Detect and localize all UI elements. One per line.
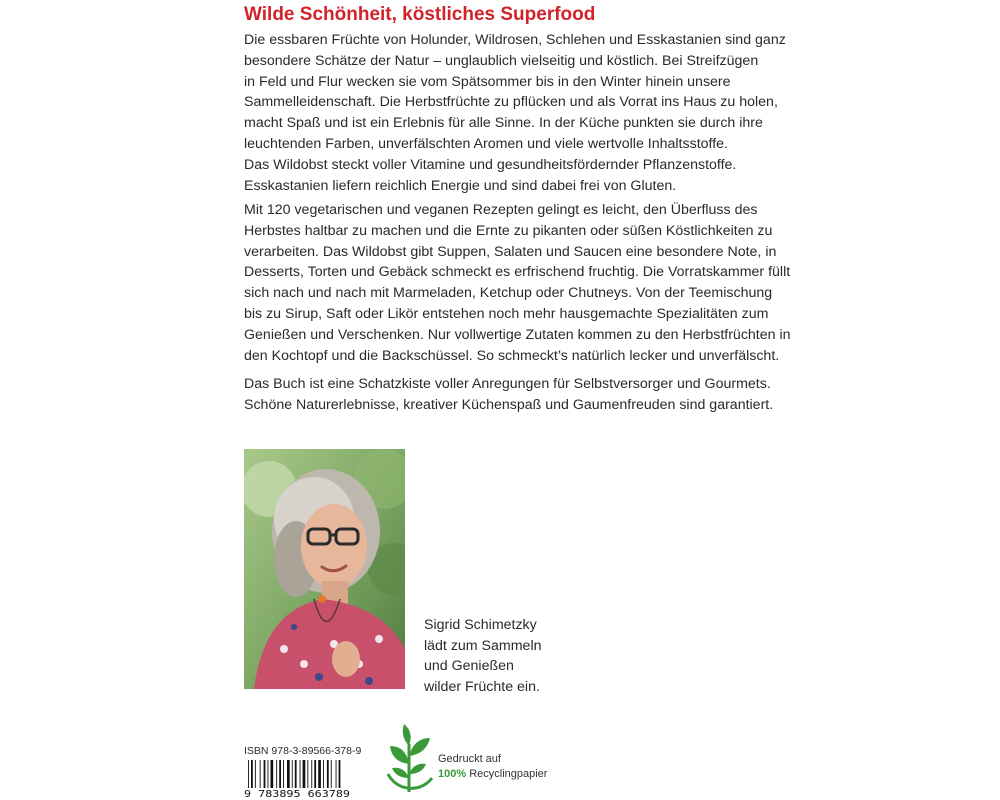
barcode-bar: [327, 760, 329, 788]
text-line: Das Buch ist eine Schatzkiste voller Anregungen für Selbstversorger und Gourmets.: [244, 376, 771, 392]
barcode-bar: [255, 760, 256, 788]
author-photo: [244, 449, 405, 689]
barcode-bar: [314, 760, 316, 788]
barcode-bar: [311, 760, 312, 788]
text-line: Esskastanien liefern reichlich Energie und sind dabei frei von Gluten.: [244, 177, 677, 194]
recipes-paragraph: [244, 200, 791, 366]
barcode-bar: [271, 760, 274, 788]
barcode-bar: [303, 760, 306, 788]
barcode-bar: [336, 760, 337, 788]
barcode-bar: [276, 760, 277, 788]
caption-line: lädt zum Sammeln: [424, 637, 542, 654]
text-line: bis zu Sirup, Saft oder Likör entstehen noch mehr hausgemachte Spezialitäten zum: [244, 305, 769, 322]
summary-paragraph: [244, 374, 774, 416]
barcode-bar: [251, 760, 253, 788]
author-portrait-icon: [244, 449, 405, 689]
barcode-bar: [295, 760, 297, 788]
page-title: Wilde Schönheit, köstliches Superfood: [244, 4, 596, 25]
barcode-bar: [283, 760, 284, 788]
plant-recycling-icon: [378, 716, 440, 800]
text-line: Sammelleidenschaft. Die Herbstfrüchte zu pflücken und als Vorrat ins Haus zu holen,: [244, 94, 778, 111]
text-line: den Kochtopf und die Backschüssel. So schmeckt’s natürlich lecker und unverfälscht.: [244, 347, 780, 364]
barcode-bar: [307, 760, 308, 788]
barcode-bar: [323, 760, 324, 788]
intro-paragraph: [244, 30, 786, 196]
caption-line: wilder Früchte ein.: [424, 678, 540, 695]
barcode-bar: [287, 760, 290, 788]
text-line: besondere Schätze der Natur – unglaublich vielseitig und köstlich. Bei Streifzügen: [244, 52, 759, 69]
text-line: macht Spaß und ist ein Erlebnis für alle Sinne. In der Küche punkten sie durch ihre: [244, 115, 763, 132]
barcode-bar: [292, 760, 293, 788]
caption-line: Sigrid Schimetzky: [424, 617, 537, 633]
barcode-bar: [248, 760, 249, 788]
author-caption: [424, 615, 541, 697]
eco-line-2: [438, 767, 547, 782]
text-line: verarbeiten. Das Wildobst gibt Suppen, Salaten und Saucen eine besondere Note, in: [244, 243, 777, 260]
text-line: leuchtenden Farben, unverfälschten Aromen und viele wertvolle Inhaltsstoffe.: [244, 135, 728, 152]
barcode-bar: [260, 760, 261, 788]
barcode-bar: [264, 760, 266, 788]
text-line: Genießen und Verschenken. Nur vollwertige Zutaten kommen zu den Herbstfrüchten in: [244, 326, 791, 343]
text-line: Das Wildobst steckt voller Vitamine und gesundheitsfördernder Pflanzenstoffe.: [244, 156, 737, 173]
barcode-icon: [244, 760, 350, 798]
eco-percentage: 100%: [438, 768, 467, 780]
text-line: Die essbaren Früchte von Holunder, Wildrosen, Schlehen und Esskastanien sind ganz: [244, 32, 786, 48]
text-line: Herbstes haltbar zu machen und die Ernte zu pikanten oder süßen Köstlichkeiten zu: [244, 222, 773, 239]
barcode-bar: [331, 760, 332, 788]
caption-line: und Genießen: [424, 658, 514, 674]
barcode-bar: [268, 760, 269, 788]
barcode-bar: [339, 760, 341, 788]
barcode-bar: [279, 760, 281, 788]
text-line: sich nach und nach mit Marmeladen, Ketchup oder Chutneys. Von der Teemischung: [244, 285, 773, 302]
text-line: in Feld und Flur wecken sie vom Spätsommer bis in den Winter hinein unsere: [244, 73, 731, 90]
barcode-bar: [318, 760, 321, 788]
eco-paper-label: Recyclingpapier: [466, 768, 548, 780]
text-line: Desserts, Torten und Gebäck schmeckt es erfrischend fruchtig. Die Vorratskammer füllt: [244, 264, 791, 281]
barcode-bar: [300, 760, 301, 788]
text-line: Schöne Naturerlebnisse, kreativer Küchenspaß und Gaumenfreuden sind garantiert.: [244, 396, 774, 413]
eco-line-1: Gedruckt auf: [438, 753, 501, 765]
barcode-digits: 9 783895 663789: [244, 789, 350, 798]
text-line: Mit 120 vegetarischen und veganen Rezepten gelingt es leicht, den Überfluss des: [244, 202, 758, 218]
eco-badge-text: [438, 752, 547, 782]
isbn-label: ISBN 978-3-89566-378-9: [244, 745, 362, 757]
